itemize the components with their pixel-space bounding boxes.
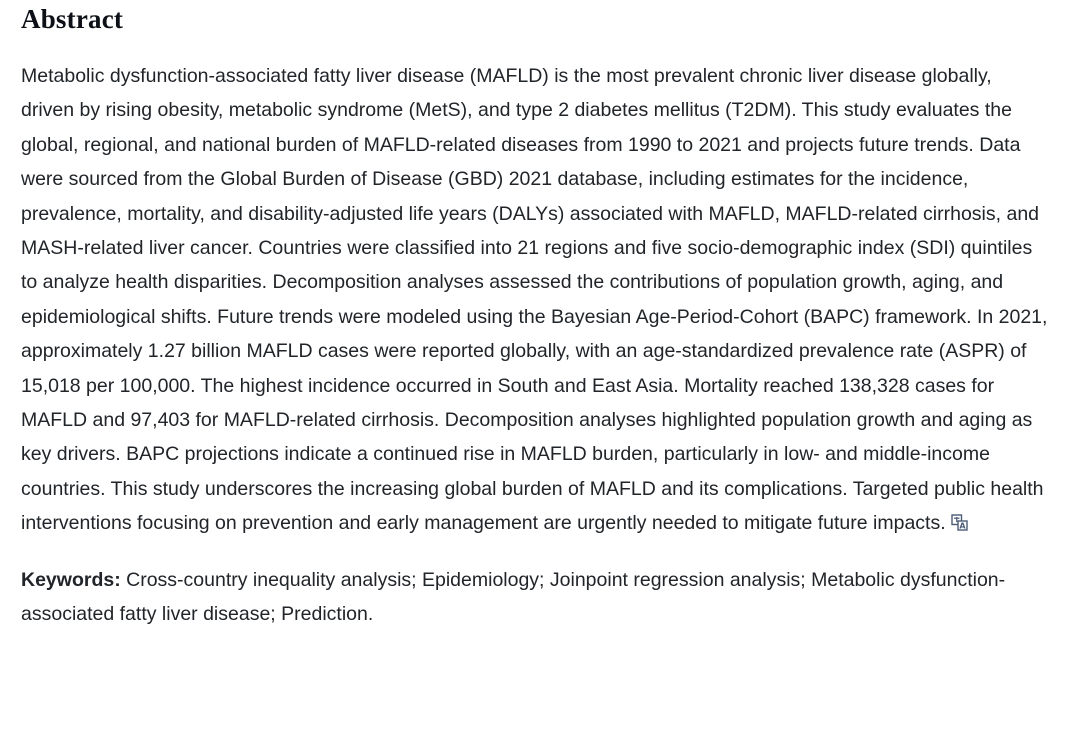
keywords-label: Keywords: xyxy=(21,568,121,591)
abstract-paragraph xyxy=(21,59,1050,541)
abstract-heading: Abstract xyxy=(21,4,124,34)
keywords-text: Cross-country inequality analysis; Epidemiology; Joinpoint regression analysis; Metabolic dysfunction-associated fatty liver disease; Prediction. xyxy=(21,568,1006,626)
svg-text:A: A xyxy=(959,521,966,531)
abstract-text: Metabolic dysfunction-associated fatty liver disease (MAFLD) is the most prevalent chronic liver disease globally, driven by rising obesity, metabolic syndrome (MetS), and type 2 diabetes mellitus (T2DM). This study evaluates the global, regional, and national burden of MAFLD-related diseases from 1990 to 2021 and projects future trends. Data were sourced from the Global Burden of Disease (GBD) 2021 database, including estimates for the incidence, prevalence, mortality, and disability-adjusted life years (DALYs) associated with MAFLD, MAFLD-related cirrhosis, and MASH-related liver cancer. Countries were classified into 21 regions and five socio-demographic index (SDI) quintiles to analyze health disparities. Decomposition analyses assessed the contributions of population growth, aging, and epidemiological shifts. Future trends were modeled using the Bayesian Age-Period-Cohort (BAPC) framework. In 2021, approximately 1.27 billion MAFLD cases were reported globally, with an age-standardized prevalence rate (ASPR) of 15,018 per 100,000. The highest incidence occurred in South and East Asia. Mortality reached 138,328 cases for MAFLD and 97,403 for MAFLD-related cirrhosis. Decomposition analyses highlighted population growth and aging as key drivers. BAPC projections indicate a continued rise in MAFLD burden, particularly in low- and middle-income countries. This study underscores the increasing global burden of MAFLD and its complications. Targeted public health interventions focusing on prevention and early management are urgently needed to mitigate future impacts. xyxy=(21,65,1048,535)
translate-icon[interactable] xyxy=(951,508,968,531)
keywords xyxy=(21,563,1050,632)
